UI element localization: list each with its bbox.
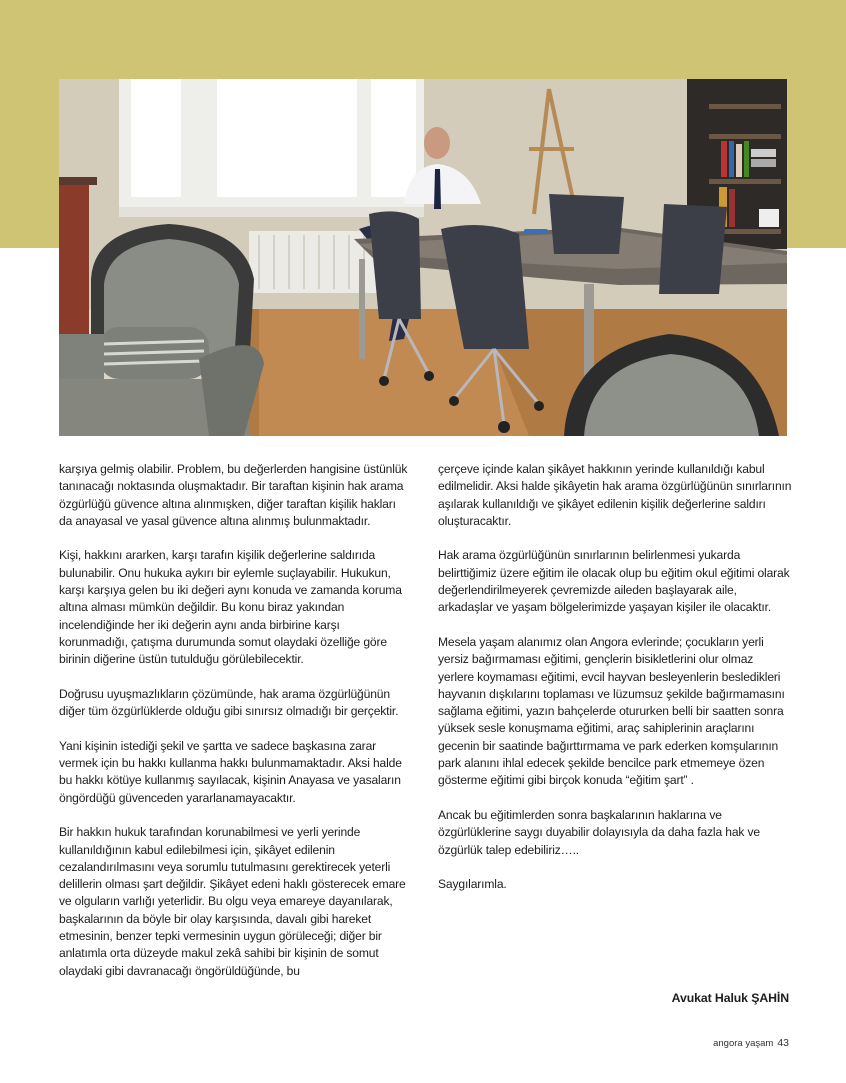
author-signature: Avukat Haluk ŞAHİN (671, 991, 789, 1005)
left-text-column (59, 461, 411, 980)
body-paragraph: çerçeve içinde kalan şikâyet hakkının yerinde kullanıldığı kabul edilmelidir. Aksi halde şikâyetin hak arama özgürlüğünün sınırlarının aşılarak kullanıldığı ve şikâyet edilenin kişilik değerlerine saldırı oluşturacaktır. (438, 462, 792, 528)
body-paragraph: Bir hakkın hukuk tarafından korunabilmesi ve yerli yerinde kullanıldığının kabul edilebilmesi için, şikâyet edilenin cezalandırılmasını veya sorumlu tutulmasını gerektirecek yeterli delillerin olması şart değildir. Şikâyet edeni haklı gösterecek emare ve olguların varlığı yeterlidir. Bu olgu veya emareye dayanılarak, başkalarının da böyle bir olay karşısında, davalı gibi hareket etmesinin, benzer tepki vermesinin uygun görüleceği; diğer bir anlatımla orta düzeyde makul zekâ sahibi bir kişinin de somut olaydaki gibi davranacağı öngörüldüğünde, bu (59, 825, 406, 978)
office-meeting-room-photo (59, 79, 787, 436)
body-paragraph: Doğrusu uyuşmazlıkların çözümünde, hak arama özgürlüğünün diğer tüm özgürlüklerde olduğu gibi sınırsız olmadığı bir gerçektir. (59, 686, 399, 719)
body-paragraph: Mesela yaşam alanımız olan Angora evlerinde; çocukların yerli yersiz bağırmaması eğitimi, gençlerin bisikletlerini olur olmaz yerlere koymaması eğitimi, evcil hayvan besleyenlerin besledikleri hayvanın dışkılarını toplaması ve lüzumsuz şekilde bağırmamasını sağlama eğitimi, yazın bahçelerde otururken belli bir saatten sonra yüksek sesle konuşmama eğitimi, araç sahiplerinin araçlarını gecenin bir saatinde bağırttırmama ve park ederken komşularının park alanını ihlal edecek şekilde bencilce park etmemeye özen gösterme eğitimi gibi birçok konuda “eğitim şart” . (438, 634, 785, 788)
magazine-name: angora yaşam (713, 1038, 774, 1049)
body-paragraph: Ancak bu eğitimlerden sonra başkalarının haklarına ve özgürlüklerine saygı duyabilir dolayısıyla da daha fazla hak ve özgürlük talep edebiliriz….. (438, 807, 760, 857)
page-footer (713, 1037, 789, 1049)
body-paragraph: karşıya gelmiş olabilir. Problem, bu değerlerden hangisine üstünlük tanınacağı noktasında oluşmaktadır. Bir taraftan kişinin hak arama özgürlüğü güvence altına alınmışken, diğer taraftan kişilik hakları da anayasal ve yasal güvence altına alınmış bulunmaktadır. (59, 462, 408, 528)
right-text-column (438, 461, 792, 893)
closing-line: Saygılarımla. (438, 877, 507, 892)
body-paragraph: Yani kişinin istediği şekil ve şartta ve sadece başkasına zarar vermek için bu hakkı kullanma hakkı bulunmamaktadır. Aksi halde bu hakkı kötüye kullanmış sayılacak, kişinin Anayasa ve yasaların öngördüğü güvenceden yararlanamayacaktır. (59, 738, 402, 805)
page-number: 43 (777, 1037, 789, 1049)
body-paragraph: Kişi, hakkını ararken, karşı tarafın kişilik değerlerine saldırıda bulunabilir. Onu hukuka aykırı bir eylemle suçlayabilir. Hukukun, karşı karşıya gelen bu iki değeri aynı konuda ve zamanda koruma altına alması mümkün değildir. Bu konu biraz yakından incelendiğinde her iki değerin aynı anda birbirine karşı korunmadığı, çatışma durumunda somut olaydaki özelliğe göre birinin diğerine üstün tutulduğu görülebilecektir. (59, 548, 402, 667)
body-paragraph: Hak arama özgürlüğünün sınırlarının belirlenmesi yukarda belirttiğimiz üzere eğitim ile olacak olup bu eğitim okul eğitimi olarak değerlendirilmeyerek çevremizde aileden başlayarak aile, arkadaşlar ve yaşam bölgelerimizde yaşayan kişiler ile olacaktır. (438, 548, 790, 615)
